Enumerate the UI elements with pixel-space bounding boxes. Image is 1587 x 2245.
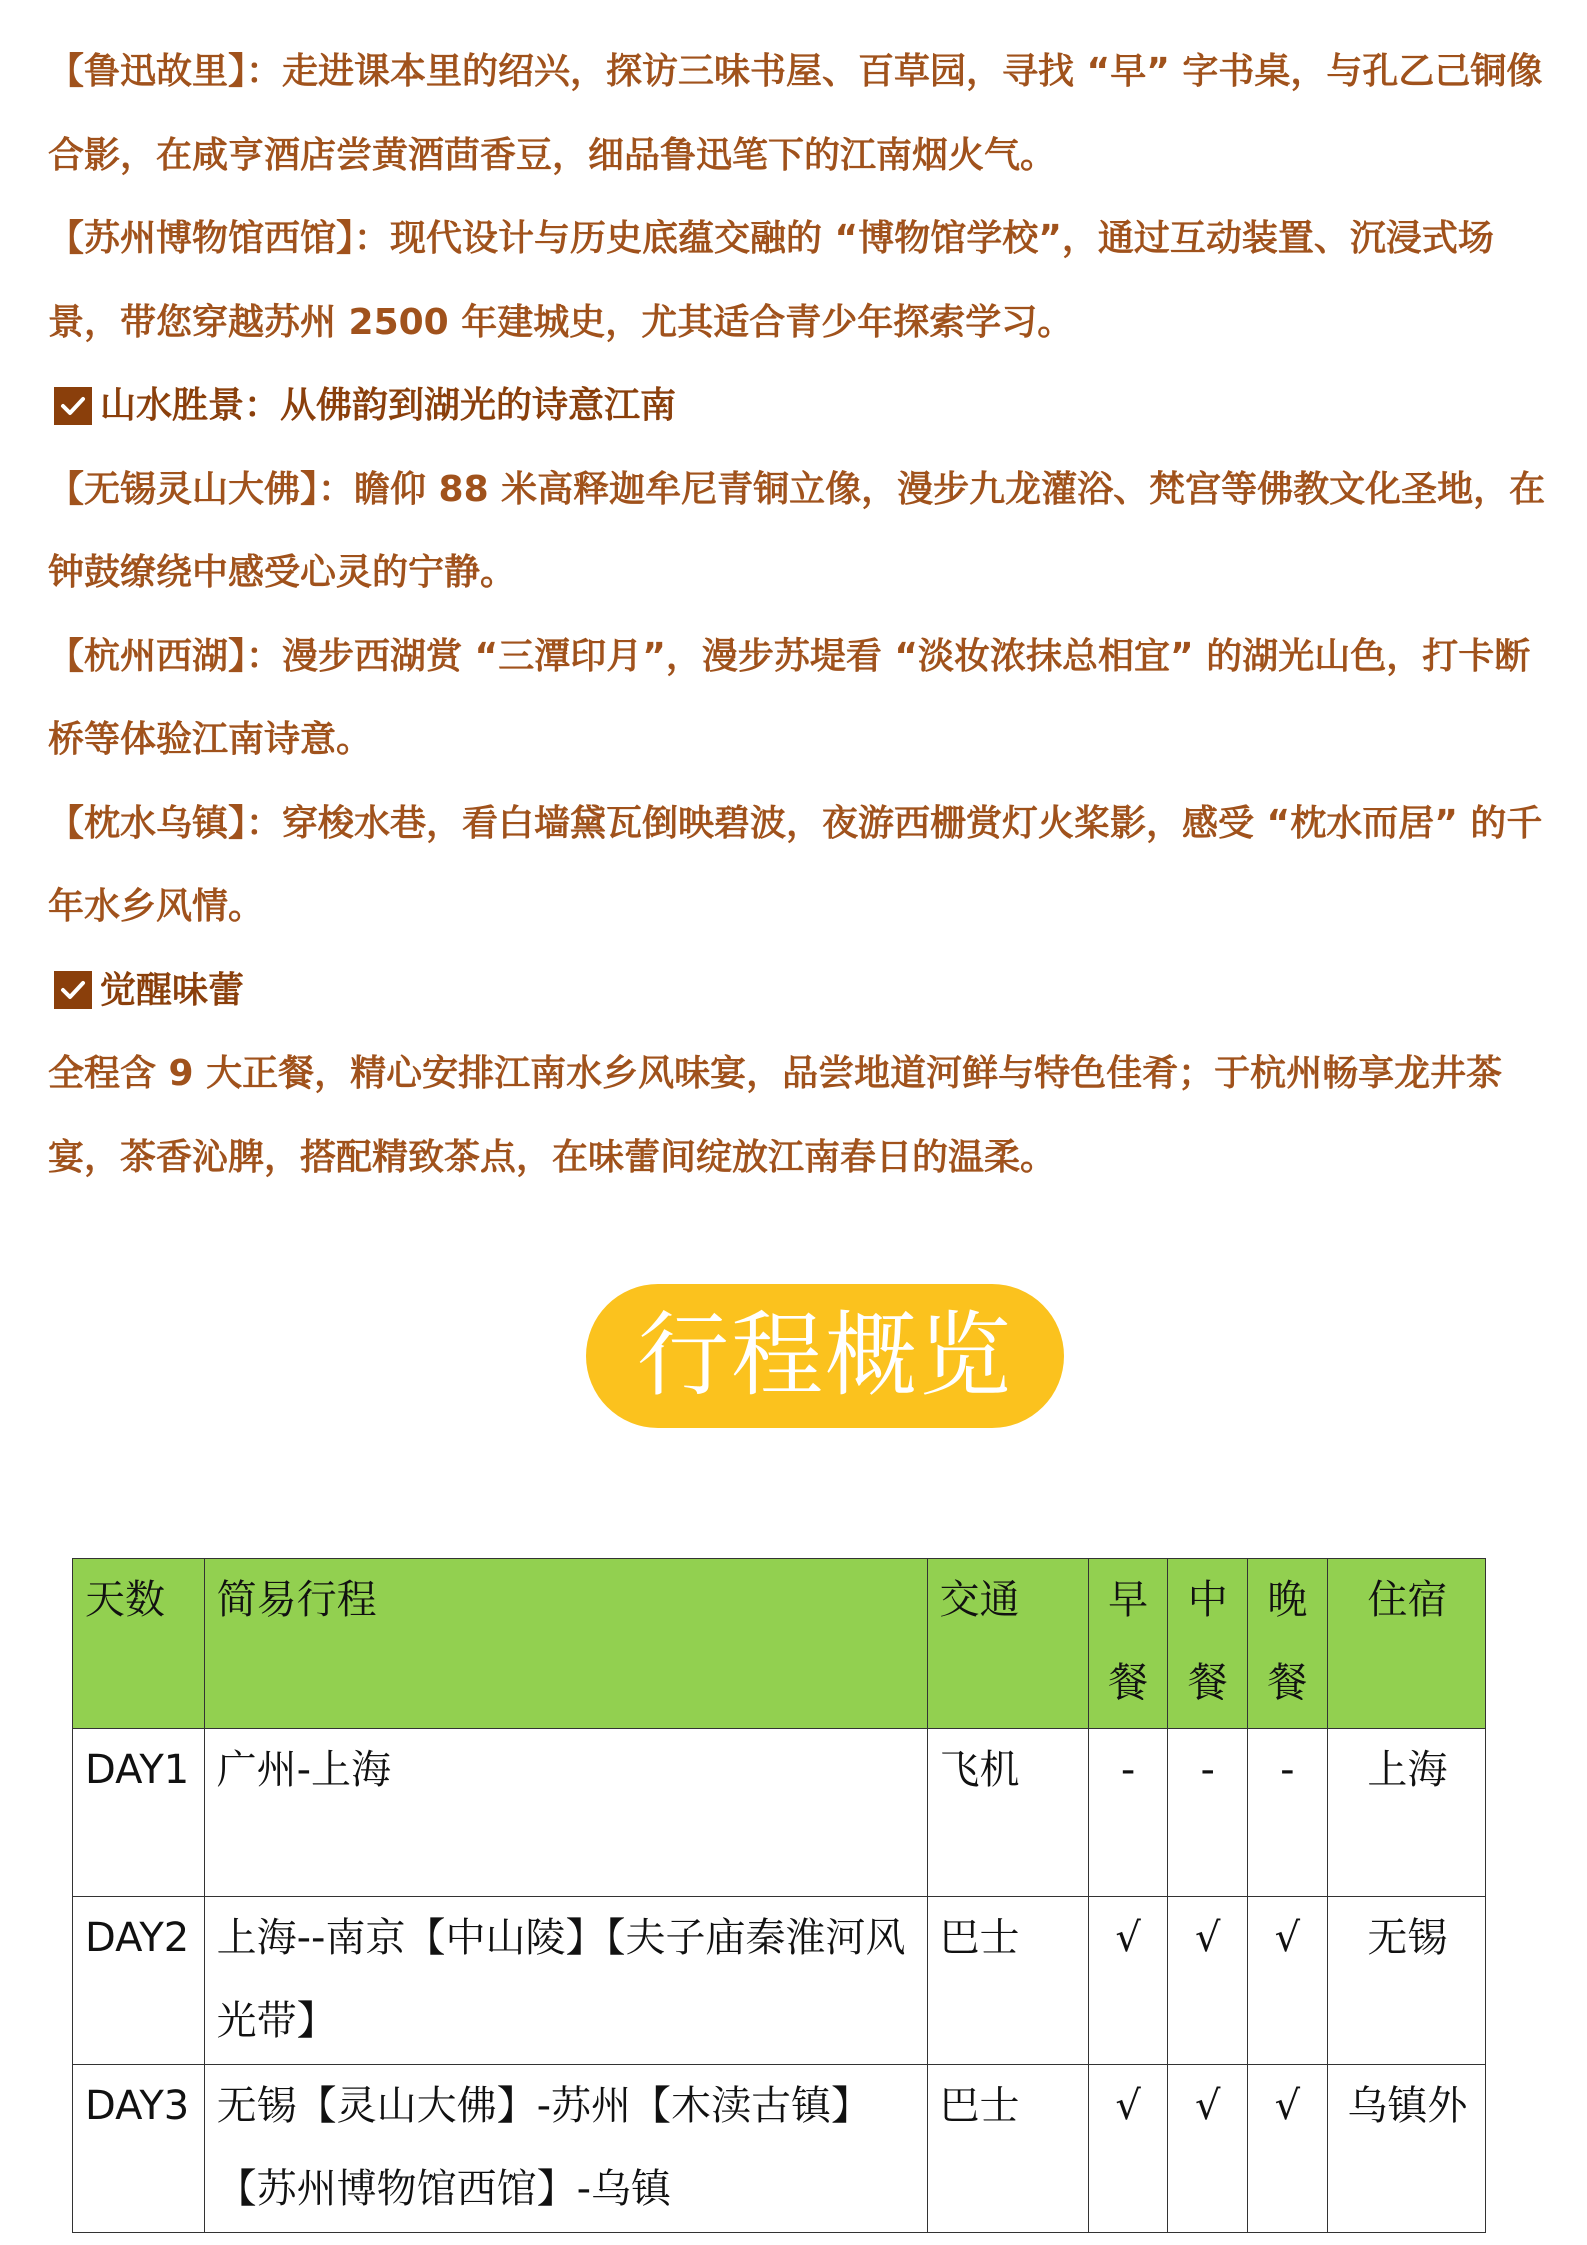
cell-breakfast: √ <box>1088 1897 1168 2065</box>
cell-dinner: √ <box>1248 2065 1328 2233</box>
table-row <box>73 1729 1486 1897</box>
cell-hotel: 上海 <box>1327 1729 1485 1897</box>
cell-route: 无锡【灵山大佛】-苏州【木渎古镇】【苏州博物馆西馆】-乌镇 <box>204 2065 927 2233</box>
cell-hotel: 乌镇外 <box>1327 2065 1485 2233</box>
cell-day: DAY2 <box>73 1897 205 2065</box>
header-breakfast: 早餐 <box>1088 1559 1168 1729</box>
paragraph-meals: 全程含 9 大正餐，精心安排江南水乡风味宴，品尝地道河鲜与特色佳肴；于杭州畅享龙井茶宴，茶香沁脾，搭配精致茶点，在味蕾间绽放江南春日的温柔。 <box>48 1053 1503 1178</box>
checkmark-icon <box>54 971 92 1009</box>
header-lunch: 中餐 <box>1168 1559 1248 1729</box>
paragraph-luxun: 【鲁迅故里】：走进课本里的绍兴，探访三味书屋、百草园，寻找 “早” 字书桌，与孔乙己铜像合影，在咸亨酒店尝黄酒茴香豆，细品鲁迅笔下的江南烟火气。 <box>48 51 1543 176</box>
header-day: 天数 <box>73 1559 205 1729</box>
cell-day: DAY1 <box>73 1729 205 1897</box>
section-heading-text: 山水胜景：从佛韵到湖光的诗意江南 <box>100 385 677 426</box>
section-heading-text: 觉醒味蕾 <box>100 969 245 1011</box>
cell-transport: 巴士 <box>927 1897 1088 2065</box>
checkmark-icon <box>54 387 92 425</box>
cell-hotel: 无锡 <box>1327 1897 1485 2065</box>
cell-lunch: √ <box>1168 2065 1248 2233</box>
cell-day: DAY3 <box>73 2065 205 2233</box>
cell-breakfast: - <box>1088 1729 1168 1897</box>
cell-route: 广州-上海 <box>204 1729 927 1897</box>
header-transport: 交通 <box>927 1559 1088 1729</box>
intro-section <box>48 30 1548 1199</box>
table-row <box>73 2065 1486 2233</box>
cell-lunch: √ <box>1168 1897 1248 2065</box>
cell-transport: 巴士 <box>927 2065 1088 2233</box>
cell-lunch: - <box>1168 1729 1248 1897</box>
paragraph-lingshan: 【无锡灵山大佛】：瞻仰 88 米高释迦牟尼青铜立像，漫步九龙灌浴、梵宫等佛教文化圣地，在钟鼓缭绕中感受心灵的宁静。 <box>48 468 1546 593</box>
cell-route: 上海--南京【中山陵】【夫子庙秦淮河风光带】 <box>204 1897 927 2065</box>
itinerary-overview-banner <box>586 1284 1064 1428</box>
cell-dinner: - <box>1248 1729 1328 1897</box>
header-hotel: 住宿 <box>1327 1559 1485 1729</box>
banner-title: 行程概览 <box>636 1302 1013 1409</box>
paragraph-westlake: 【杭州西湖】：漫步西湖赏 “三潭印月”，漫步苏堤看 “淡妆浓抹总相宜” 的湖光山色，打卡断桥等体验江南诗意。 <box>48 635 1531 760</box>
section-heading-scenery <box>48 364 1548 448</box>
cell-breakfast: √ <box>1088 2065 1168 2233</box>
cell-dinner: √ <box>1248 1897 1328 2065</box>
cell-transport: 飞机 <box>927 1729 1088 1897</box>
table-header-row <box>73 1559 1486 1729</box>
header-dinner: 晚餐 <box>1248 1559 1328 1729</box>
paragraph-wuzhen: 【枕水乌镇】：穿梭水巷，看白墙黛瓦倒映碧波，夜游西栅赏灯火桨影，感受 “枕水而居” 的千年水乡风情。 <box>48 802 1543 927</box>
paragraph-suzhou-museum: 【苏州博物馆西馆】：现代设计与历史底蕴交融的 “博物馆学校”，通过互动装置、沉浸式场景，带您穿越苏州 2500 年建城史，尤其适合青少年探索学习。 <box>48 218 1494 343</box>
header-route: 简易行程 <box>204 1559 927 1729</box>
itinerary-table <box>72 1558 1486 2233</box>
section-heading-food <box>48 949 1548 1033</box>
table-row <box>73 1897 1486 2065</box>
